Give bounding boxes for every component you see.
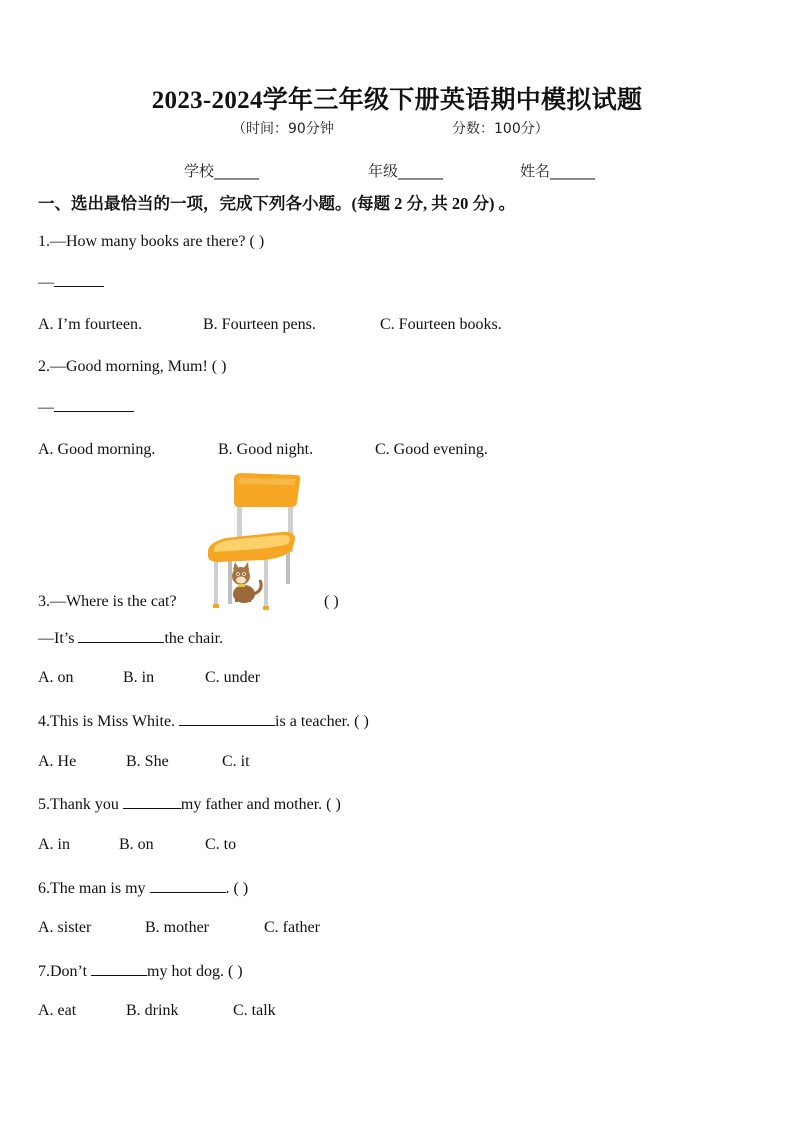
question-3-reply <box>38 628 223 648</box>
question-3-option-a[interactable]: A. on <box>38 669 74 686</box>
answer-blank[interactable] <box>123 794 181 809</box>
page-title: 2023-2024学年三年级下册英语期中模拟试题 <box>151 87 643 114</box>
answer-blank[interactable] <box>150 878 226 893</box>
question-7-option-a[interactable]: A. eat <box>38 1002 77 1019</box>
reply-prefix: —It’s <box>38 630 75 647</box>
question-4-option-a[interactable]: A. He <box>38 753 77 770</box>
answer-blank[interactable] <box>91 961 147 976</box>
name-field[interactable]: 姓名______ <box>520 162 596 180</box>
question-5-stem <box>38 794 341 814</box>
question-3-stem: 3.—Where is the cat? <box>38 593 177 610</box>
question-2-answer-line[interactable] <box>38 397 134 417</box>
reply-suffix: the chair. <box>164 630 224 647</box>
question-5-option-a[interactable]: A. in <box>38 836 70 853</box>
question-3-answer-paren[interactable]: ( ) <box>324 593 339 610</box>
chair-with-cat-icon <box>204 470 308 612</box>
answer-blank[interactable] <box>78 628 164 643</box>
answer-blank[interactable] <box>179 711 275 726</box>
question-1-stem: 1.—How many books are there? ( ) <box>38 233 265 250</box>
question-4-option-c[interactable]: C. it <box>222 753 250 770</box>
question-6-option-c[interactable]: C. father <box>264 919 320 936</box>
stem-suffix: is a teacher. ( ) <box>275 713 369 730</box>
question-6-option-b[interactable]: B. mother <box>145 919 209 936</box>
question-4-option-b[interactable]: B. She <box>126 753 169 770</box>
answer-dash: — <box>38 274 54 291</box>
stem-prefix: 4.This is Miss White. <box>38 713 176 730</box>
question-5-option-c[interactable]: C. to <box>205 836 237 853</box>
question-1-option-b[interactable]: B. Fourteen pens. <box>203 316 316 333</box>
question-7-option-c[interactable]: C. talk <box>233 1002 276 1019</box>
question-2-stem: 2.—Good morning, Mum! ( ) <box>38 358 227 375</box>
question-1-option-c[interactable]: C. Fourteen books. <box>380 316 502 333</box>
stem-prefix: 6.The man is my <box>38 880 146 897</box>
stem-suffix: my father and mother. ( ) <box>180 796 341 813</box>
stem-prefix: 5.Thank you <box>38 796 119 813</box>
stem-suffix: my hot dog. ( ) <box>147 963 243 980</box>
question-1-option-a[interactable]: A. I’m fourteen. <box>38 316 142 333</box>
question-5-option-b[interactable]: B. on <box>119 836 154 853</box>
stem-prefix: 7.Don’t <box>38 963 88 980</box>
school-field[interactable]: 学校______ <box>184 162 260 180</box>
question-4-stem <box>38 711 369 731</box>
answer-blank[interactable] <box>54 272 104 287</box>
grade-field[interactable]: 年级______ <box>368 162 444 180</box>
question-3-option-b[interactable]: B. in <box>123 669 155 686</box>
exam-time: （时间：90分钟 <box>232 121 334 137</box>
question-2-option-a[interactable]: A. Good morning. <box>38 441 156 458</box>
question-3-option-c[interactable]: C. under <box>205 669 261 686</box>
answer-dash: — <box>38 399 54 416</box>
question-2-option-c[interactable]: C. Good evening. <box>375 441 488 458</box>
question-2-option-b[interactable]: B. Good night. <box>218 441 314 458</box>
section-heading: 一、选出最恰当的一项，完成下列各小题。(每题 2 分, 共 20 分) 。 <box>38 194 516 213</box>
question-1-answer-line[interactable] <box>38 272 104 292</box>
question-6-option-a[interactable]: A. sister <box>38 919 92 936</box>
answer-blank[interactable] <box>54 397 134 412</box>
question-6-stem <box>38 878 248 898</box>
stem-suffix: . ( ) <box>225 880 249 897</box>
exam-score: 分数：100分） <box>452 121 549 137</box>
question-7-option-b[interactable]: B. drink <box>126 1002 179 1019</box>
question-7-stem <box>38 961 243 981</box>
